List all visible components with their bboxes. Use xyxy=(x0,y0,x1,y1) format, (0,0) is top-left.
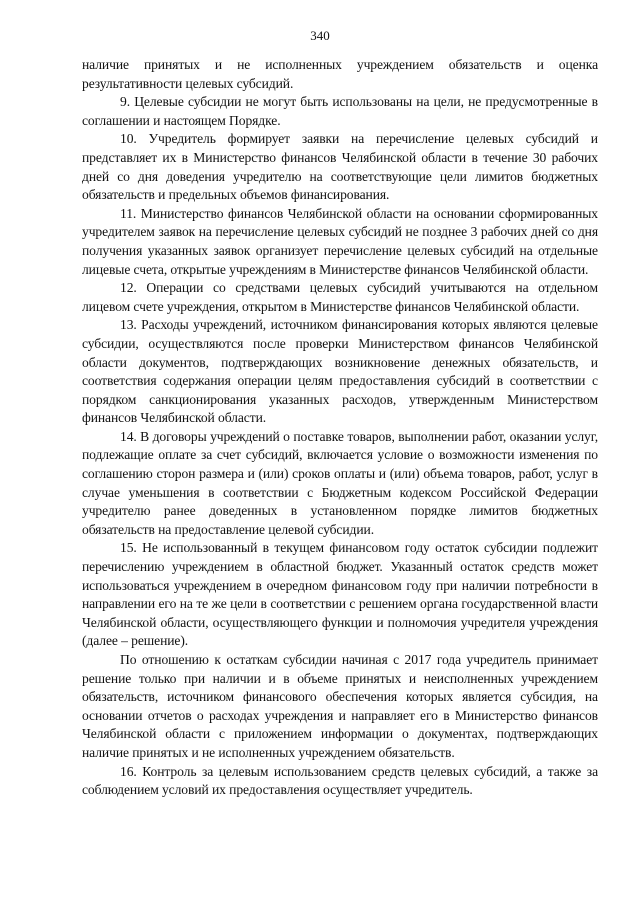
paragraph-item-9: 9. Целевые субсидии не могут быть использованы на цели, не предусмотренные в соглашении и настоящем Порядке. xyxy=(82,94,598,128)
paragraph-item-16: 16. Контроль за целевым использованием средств целевых субсидий, а также за соблюдением условий их предоставления осуществляет учредитель. xyxy=(82,763,598,798)
paragraph-item-13: 13. Расходы учреждений, источником финансирования которых являются целевые субсидии, осуществляются после проверки Министерством финансов Челябинской области документов, подтверждающих возникновение денежных обязательств, и соответствия содержания операции целям предоставления субсидий в соответствии с порядком санкционирования указанных расходов, утвержденным Министерством финансов Челябинской области. xyxy=(82,317,598,426)
paragraph-item-15: 15. Не использованный в текущем финансовом году остаток субсидии подлежит перечислению учреждением в областной бюджет. Указанный остаток средств может использоваться учреждением в очередном финансовом году при наличии потребности в направлении его на те же цели в соответствии с решением органа государственной власти Челябинской области, осуществляющего функции и полномочия учредителя учреждения (далее – решение). xyxy=(82,540,598,649)
paragraph-continuation: наличие принятых и не исполненных учреждением обязательств и оценка результативности целевых субсидий. xyxy=(82,57,598,91)
paragraph-item-12: 12. Операции со средствами целевых субсидий учитываются на отдельном лицевом счете учреждения, открытом в Министерстве финансов Челябинской области. xyxy=(82,280,598,314)
paragraph-item-14: 14. В договоры учреждений о поставке товаров, выполнении работ, оказании услуг, подлежащие оплате за счет субсидий, включается условие о возможности изменения по соглашению сторон размера и (или) сроков оплаты и (или) объема товаров, работ, услуг в случае уменьшения в соответствии с Бюджетным кодексом Российской Федерации учредителю ранее доведенных в установленном порядке лимитов бюджетных обязательств на предоставление целевой субсидии. xyxy=(82,428,598,537)
paragraph-item-11: 11. Министерство финансов Челябинской области на основании сформированных учредителем заявок на перечисление целевых субсидий не позднее 3 рабочих дней со дня получения указанных заявок организует перечисление целевых субсидий на отдельные лицевые счета, открытые учреждениям в Министерстве финансов Челябинской области. xyxy=(82,205,598,277)
document-body xyxy=(82,56,598,800)
paragraph-item-10: 10. Учредитель формирует заявки на перечисление целевых субсидий и представляет их в Министерство финансов Челябинской области в течение 30 рабочих дней со дня доведения учредителю на соответствующие цели лимитов бюджетных обязательств и предельных объемов финансирования. xyxy=(82,131,598,203)
paragraph-item-15-continued: По отношению к остаткам субсидии начиная с 2017 года учредитель принимает решение только при наличии и в объеме принятых и неисполненных учреждением обязательств, источником финансового обеспечения которых является субсидия, на основании отчетов о расходах учреждения и направляет его в Министерство финансов Челябинской области с приложением информации о документах, подтверждающих наличие принятых и не исполненных учреждением обязательств. xyxy=(82,652,598,760)
page-number: 340 xyxy=(310,28,330,43)
